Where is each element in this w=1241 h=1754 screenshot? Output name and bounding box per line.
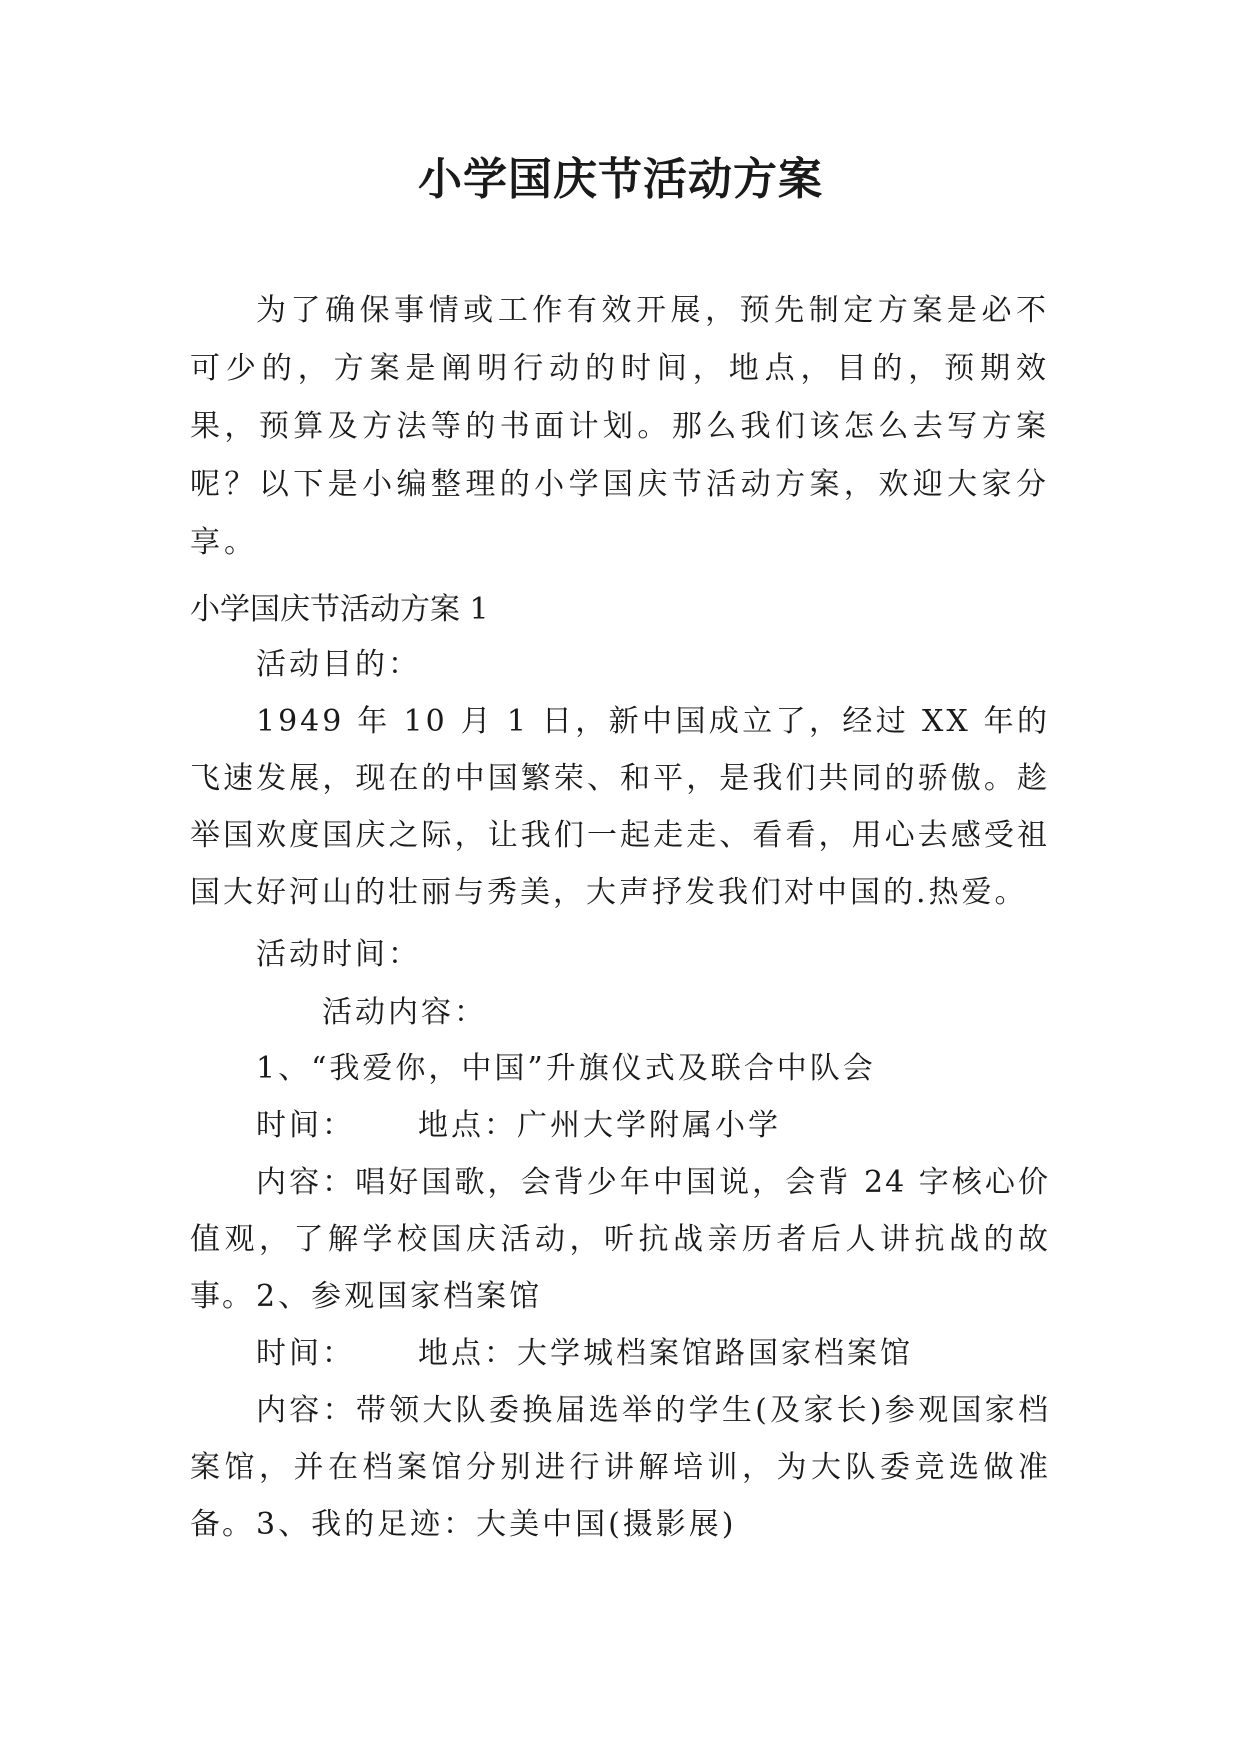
item-3-title: 3、我的足迹：大美中国(摄影展) (256, 1507, 737, 1542)
purpose-paragraph: 1949 年 10 月 1 日，新中国成立了，经过 XX 年的飞速发展，现在的中国繁荣、和平，是我们共同的骄傲。趁举国欢度国庆之际，让我们一起走走、看看，用心去感受祖国大好河山的壮丽与秀美，大声抒发我们对中国的.热爱。 (190, 704, 1050, 910)
item-1-content: 内容：唱好国歌，会背少年中国说，会背 24 字核心价值观，了解学校国庆活动，听抗战亲历者后人讲抗战的故事。 (190, 1165, 1050, 1314)
purpose-label: 活动目的： (256, 647, 421, 682)
section-heading: 小学国庆节活动方案 1 (190, 592, 489, 627)
item-1-place: 地点：广州大学附属小学 (418, 1108, 781, 1143)
time-label: 活动时间： (256, 937, 421, 972)
item-2-content: 内容：带领大队委换届选举的学生(及家长)参观国家档案馆，并在档案馆分别进行讲解培训，为大队委竞选做准备。 (190, 1393, 1050, 1542)
item-2-title: 2、参观国家档案馆 (256, 1279, 543, 1314)
item-2-place: 地点：大学城档案馆路国家档案馆 (418, 1336, 913, 1371)
intro-paragraph: 为了确保事情或工作有效开展，预先制定方案是必不可少的，方案是阐明行动的时间，地点，目的，预期效果，预算及方法等的书面计划。那么我们该怎么去写方案呢？以下是小编整理的小学国庆节活动方案，欢迎大家分享。 (190, 293, 1050, 560)
document-title: 小学国庆节活动方案 (418, 154, 823, 205)
item-1-title: 1、“我爱你，中国”升旗仪式及联合中队会 (256, 1051, 876, 1086)
item-1-time: 时间： (256, 1108, 355, 1143)
content-label: 活动内容： (322, 995, 487, 1030)
item-2-time: 时间： (256, 1336, 355, 1371)
